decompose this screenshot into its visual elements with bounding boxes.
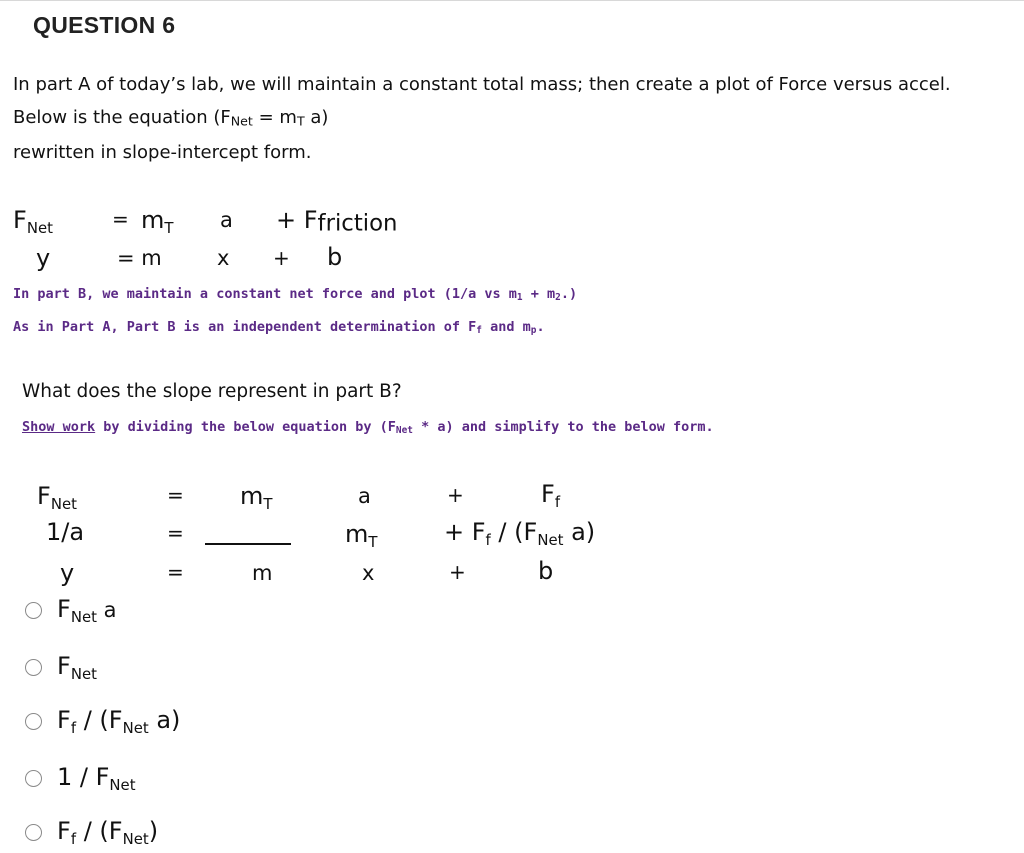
opt5-mid: / (F (76, 817, 123, 845)
radio-button[interactable] (25, 602, 42, 619)
eqA-mt (141, 206, 173, 242)
top-divider (0, 0, 1024, 1)
eqB-r1-t-sub: T (263, 495, 273, 514)
intro-line-2-sub2: T (296, 113, 305, 129)
partB-line-2-pre: As in Part A, Part B is an independent determination of F (13, 319, 477, 335)
eqA-b: b (327, 243, 343, 271)
partB-line-2-sub2: p (530, 324, 537, 336)
opt3-post: a) (148, 706, 181, 734)
option-label (57, 652, 97, 683)
eqB-r2-t-sub: T (368, 533, 378, 552)
eqB-r1-net-sub: Net (50, 495, 77, 514)
answer-option-2[interactable] (25, 652, 97, 683)
radio-button[interactable] (25, 824, 42, 841)
question-title: QUESTION 6 (33, 12, 176, 38)
eqA-friction-sub: friction (317, 210, 398, 237)
eqA-a: a (220, 208, 233, 232)
eqB-r2-lhs: 1/a (46, 518, 85, 546)
eqA-net-sub: Net (26, 219, 53, 238)
show-work-link[interactable]: Show work (22, 419, 96, 435)
answer-option-1[interactable] (25, 595, 116, 626)
opt1-sub: Net (70, 608, 97, 627)
instr-post: * a) and simplify to the below form. (412, 419, 714, 435)
opt2-sub: Net (70, 665, 97, 684)
intro-line-3: rewritten in slope-intercept form. (13, 142, 312, 163)
partB-line-2-mid: and m (481, 319, 531, 335)
intro-line-2-pre: Below is the equation (F (13, 107, 231, 128)
partB-line-1-pre: In part B, we maintain a constant net force and plot (1/a vs m (13, 286, 517, 302)
opt2-f: F (57, 652, 71, 680)
opt3-f: F (57, 706, 71, 734)
eqB-r1-f-sub: f (554, 493, 561, 512)
eqB-r3-y: y (60, 559, 75, 587)
partB-line-1-sub2: 2 (555, 291, 561, 303)
eqA-plus-f: + F (276, 206, 318, 234)
radio-button[interactable] (25, 659, 42, 676)
opt4-sub: Net (109, 776, 136, 795)
opt5-f: F (57, 817, 71, 845)
partB-line-1-mid: + m (522, 286, 556, 302)
eqB-r2-ff-term (444, 518, 595, 554)
option-label (57, 595, 116, 626)
eqB-r1-plus: + (447, 483, 464, 507)
radio-button[interactable] (25, 713, 42, 730)
opt3-sub2: Net (122, 719, 149, 738)
partB-line-1 (13, 286, 577, 303)
opt3-mid: / (F (76, 706, 123, 734)
opt3-sub: f (70, 719, 77, 738)
partB-line-2-post: . (536, 319, 545, 335)
eqB-r1-mt (240, 482, 272, 518)
eqA-fnet (13, 206, 53, 242)
opt5-sub: f (70, 830, 77, 849)
eqB-r1-a: a (358, 484, 371, 508)
opt1-f: F (57, 595, 71, 623)
eqA-equals: = (112, 207, 129, 231)
eqB-r1-ff (541, 480, 560, 516)
eqA-y: y (36, 244, 51, 272)
option-label (57, 763, 136, 794)
partB-line-1-sub1: 1 (516, 291, 523, 303)
eqA-ffriction (276, 206, 397, 237)
answer-option-3[interactable] (25, 706, 180, 737)
opt1-post: a (96, 598, 117, 622)
radio-button[interactable] (25, 770, 42, 787)
intro-line-2-post: a) (304, 107, 329, 128)
eqB-r2-close: a) (563, 518, 596, 546)
instr-pre: by dividing the below equation by (F (95, 419, 396, 435)
partB-line-1-post: .) (560, 286, 578, 302)
eqB-r1-fnet (37, 482, 77, 518)
eqB-r2-net-sub: Net (537, 531, 564, 550)
eqB-r2-mt (345, 520, 377, 556)
eqB-r1-f2: F (541, 480, 555, 508)
eqB-r1-m: m (240, 482, 264, 510)
eqB-r2-plus-f: + F (444, 518, 486, 546)
eqA-x: x (217, 246, 230, 270)
eqB-r3-equals: = (167, 560, 184, 584)
opt5-post: ) (148, 817, 159, 845)
option-label (57, 706, 180, 737)
intro-line-2 (13, 107, 328, 133)
fraction-blank-line (205, 543, 291, 545)
eqB-r2-div: / (F (490, 518, 538, 546)
intro-line-2-mid: = m (252, 107, 297, 128)
answer-option-5[interactable] (25, 817, 158, 848)
instr-sub: Net (395, 424, 413, 436)
eqB-r1-equals: = (167, 483, 184, 507)
option-label (57, 817, 158, 848)
eqA-eq-m: = m (117, 246, 162, 270)
eqB-r2-f-sub: f (485, 531, 491, 550)
eqB-r3-m: m (252, 561, 273, 585)
eqB-r1-f: F (37, 482, 51, 510)
intro-line-2-sub1: Net (230, 113, 253, 129)
eqB-r3-plus: + (449, 560, 466, 584)
question-prompt: What does the slope represent in part B? (22, 381, 402, 402)
eqA-m: m (141, 206, 165, 234)
eqB-r2-m: m (345, 520, 369, 548)
partB-line-2 (13, 319, 545, 336)
eqB-r3-b: b (538, 557, 554, 585)
answer-option-4[interactable] (25, 763, 136, 794)
partB-line-2-sub1: f (476, 324, 482, 336)
eqA-t-sub: T (164, 219, 174, 238)
show-work-instructions (22, 419, 714, 436)
opt4-pre: 1 / F (57, 763, 110, 791)
intro-line-1: In part A of today’s lab, we will maintain a constant total mass; then create a plot of Force versus accel. (13, 74, 951, 95)
eqB-r2-equals: = (167, 521, 184, 545)
opt5-sub2: Net (122, 830, 149, 849)
eqA-f: F (13, 206, 27, 234)
eqA-plus: + (273, 246, 290, 270)
eqB-r3-x: x (362, 561, 375, 585)
